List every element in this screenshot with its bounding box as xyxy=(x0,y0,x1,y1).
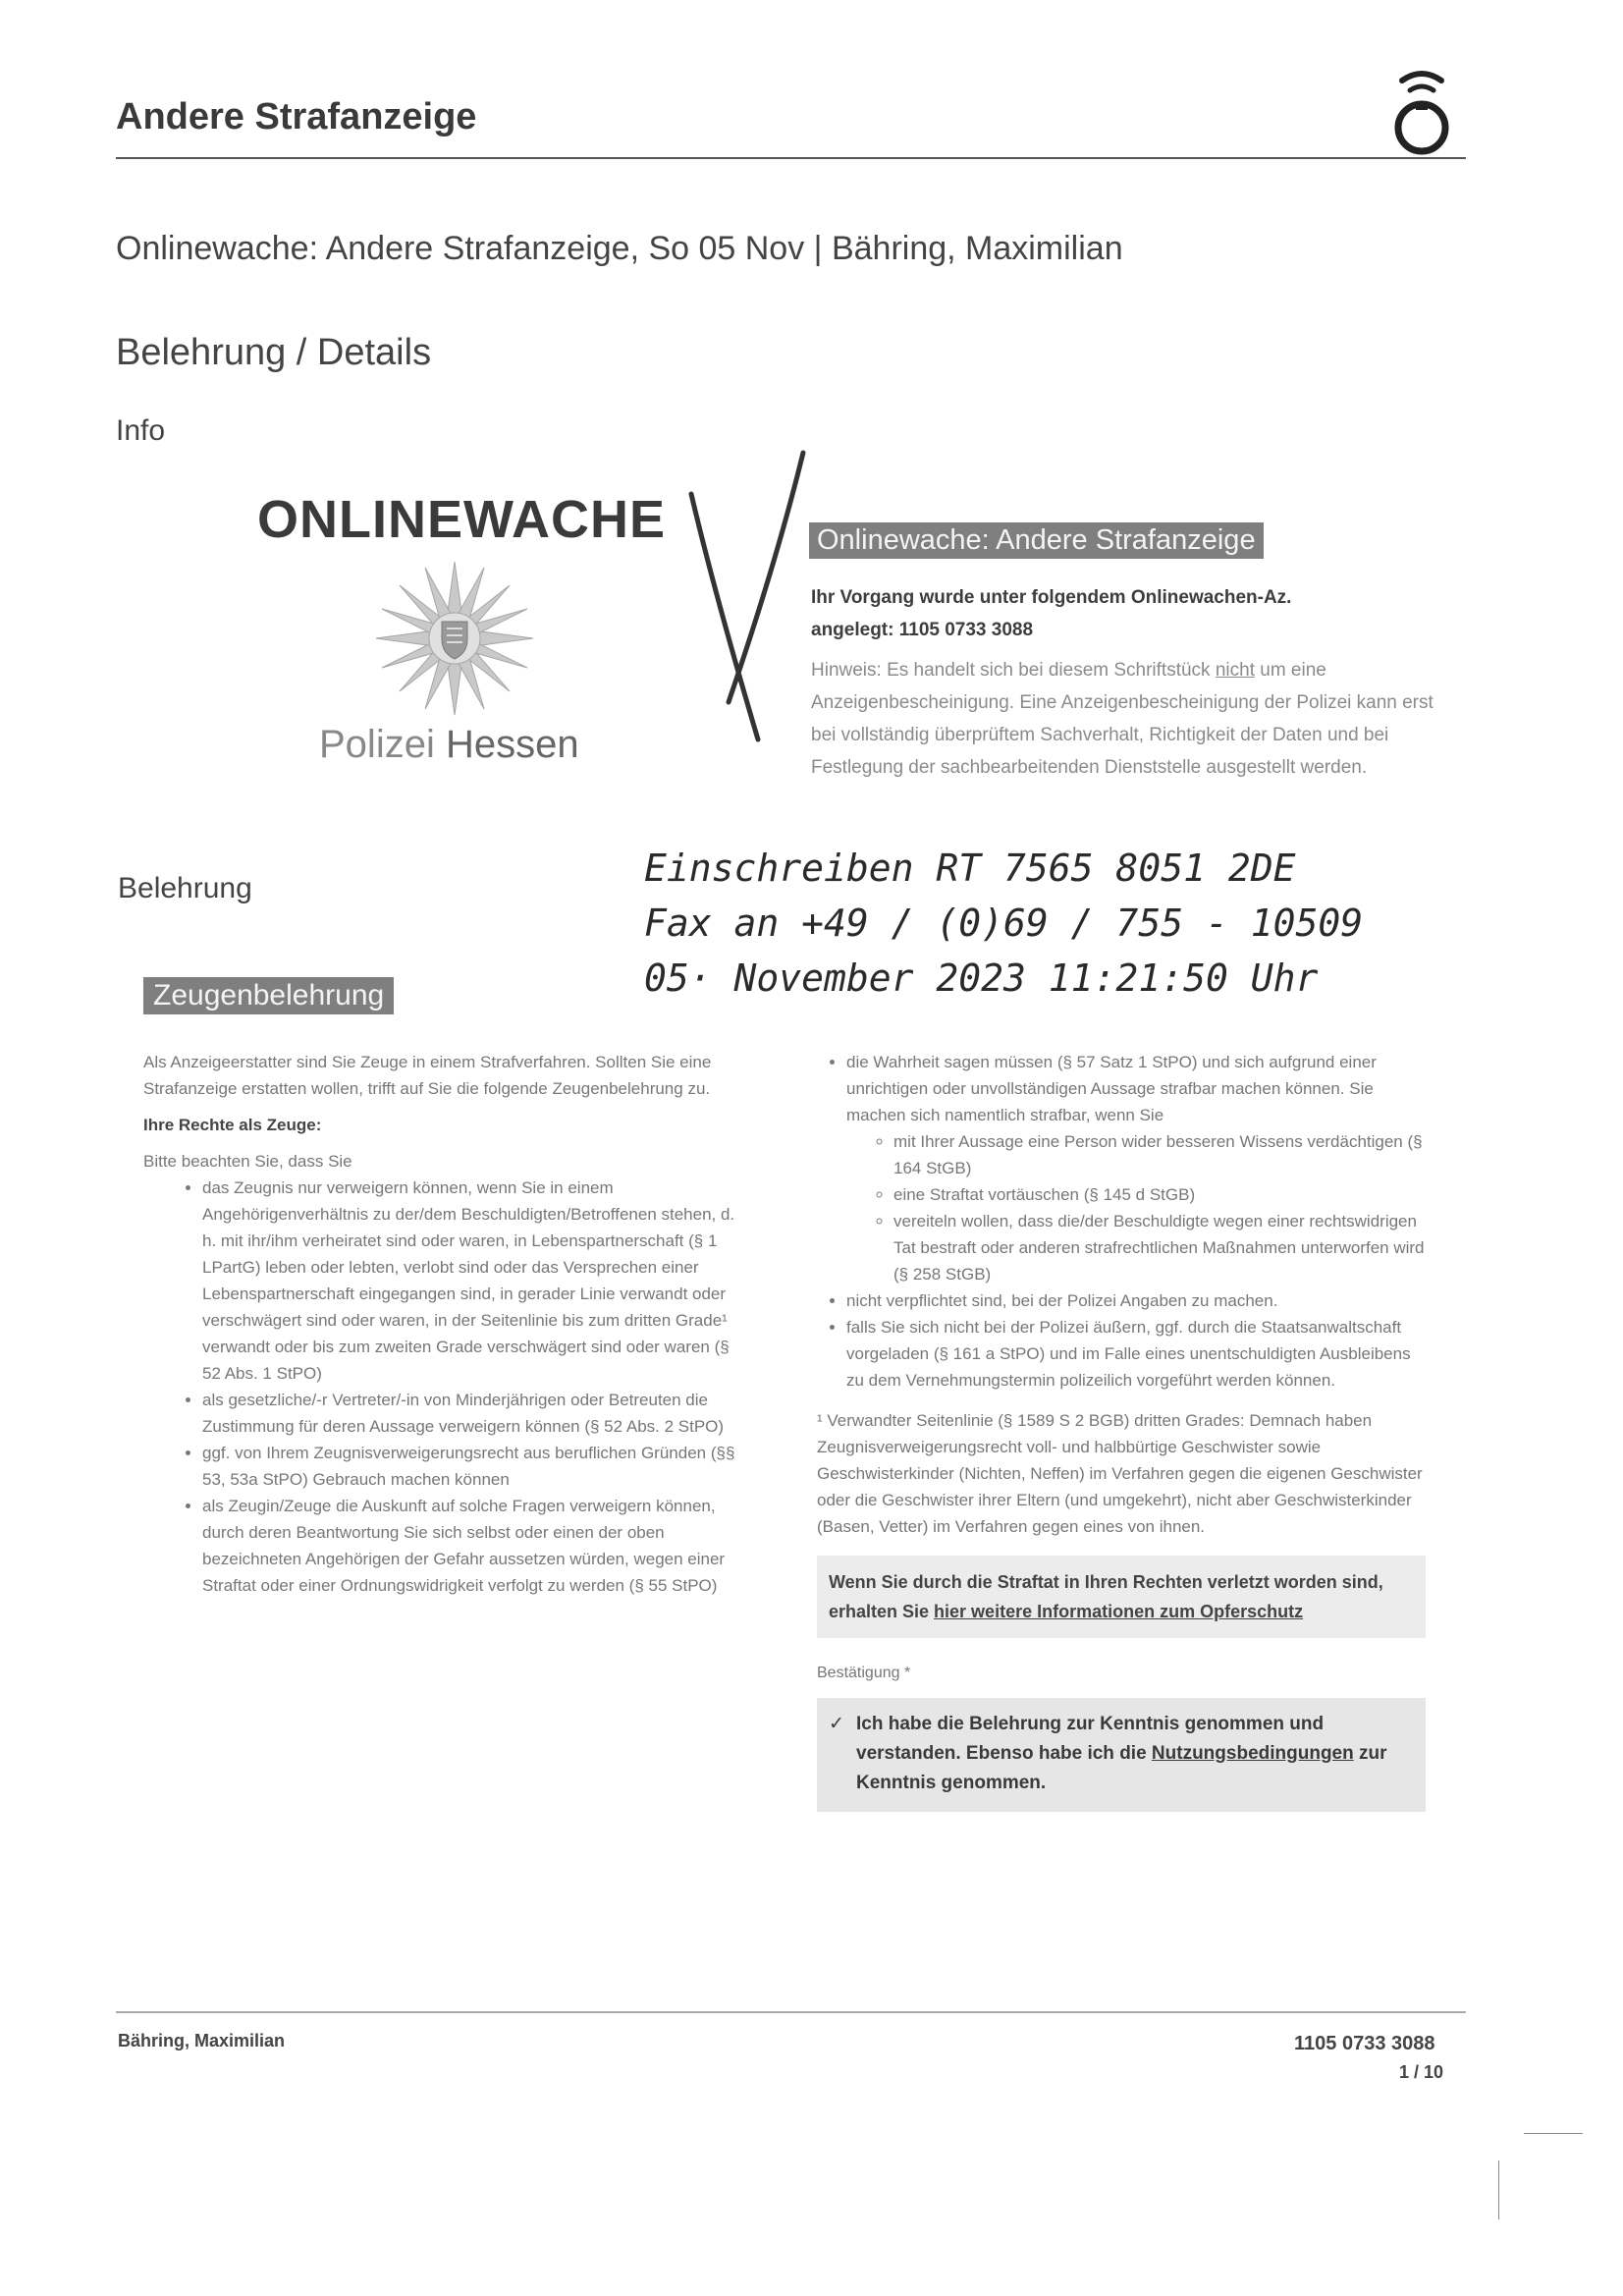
duties-list xyxy=(817,1049,1426,1394)
section-title: Belehrung / Details xyxy=(116,332,432,373)
intro-text: Als Anzeigeerstatter sind Sie Zeuge in einem Strafverfahren. Sollten Sie eine Strafanzeige erstatten wollen, trifft auf Sie die folgende Zeugenbelehrung zu. xyxy=(143,1053,712,1098)
rights-list xyxy=(143,1175,752,1599)
info-hint: Hinweis: Es handelt sich bei diesem Schriftstück nicht um eine Anzeigenbescheinigung. Eine Anzeigenbescheinigung der Polizei kann erst bei vollständig überprüftem Sachverhalt, Richtigkeit der Daten und bei Festlegung der sachbearbeitenden Dienststelle ausgestellt werden. xyxy=(811,660,1434,778)
list-item: • die Wahrheit sagen müssen (§ 57 Satz 1 StPO) und sich aufgrund einer unrichtigen oder unvollständigen Aussage strafbar machen können. Sie machen sich namentlich strafbar, wenn Sie ◦ mit Ihrer Aussage eine Person wider besseren Wissens verdächtigen (§ 164 StGB) ◦ eine Straftat vortäuschen (§ 145 d StGB) ◦ vereiteln wollen, dass die/der Beschuldigte wegen einer rechtswidrigen Tat bestraft oder anderen strafrechtlichen Maßnahmen unterworfen wird (§ 258 StGB) xyxy=(846,1049,1426,1287)
footnote: ¹ Verwandter Seitenlinie (§ 1589 S 2 BGB) dritten Grades: Demnach haben Zeugnisverweigerungsrecht voll- und halbbürtige Geschwister sowie Geschwisterkinder (Nichten, Neffen) im Verfahren gegen die eigenen Geschwister oder die Geschwister ihrer Eltern (und umgekehrt), nicht aber Geschwisterkinder (Basen, Vetter) im Verfahren gegen eines von ihnen. xyxy=(817,1411,1423,1536)
left-column xyxy=(143,1049,752,1599)
case-number-line2: angelegt: 1105 0733 3088 xyxy=(811,620,1034,640)
info-label: Info xyxy=(116,414,166,447)
handwritten-line-registered-mail: Einschreiben RT 7565 8051 2DE xyxy=(644,847,1296,890)
list-item: • als Zeugin/Zeuge die Auskunft auf solche Fragen verweigern können, durch deren Beantwortung Sie sich selbst oder einen der oben bezeichneten Angehörigen der Gefahr aussetzen würden, wegen einer Straftat oder einer Ordnungswidrigkeit verfolgt zu werden (§ 55 StPO) xyxy=(202,1493,752,1599)
police-star-logo-icon xyxy=(1382,59,1461,157)
list-item: ◦ mit Ihrer Aussage eine Person wider besseren Wissens verdächtigen (§ 164 StGB) xyxy=(893,1128,1426,1181)
list-item: • falls Sie sich nicht bei der Polizei äußern, ggf. durch die Staatsanwaltschaft vorgeladen (§ 161 a StPO) und im Falle eines unentschuldigten Ausbleibens zu dem Vernehmungstermin polizeilich vorgeführt werden können. xyxy=(846,1314,1426,1394)
list-item: ◦ vereiteln wollen, dass die/der Beschuldigte wegen einer rechtswidrigen Tat bestraft oder anderen strafrechtlichen Maßnahmen unterworfen wird (§ 258 StGB) xyxy=(893,1208,1426,1287)
victim-protection-box: Wenn Sie durch die Straftat in Ihren Rechten verletzt worden sind, erhalten Sie hier weitere Informationen zum Opferschutz xyxy=(817,1556,1426,1638)
page-number: 1 / 10 xyxy=(1399,2062,1444,2082)
polizei-hessen-wordmark xyxy=(319,723,579,767)
list-item: ◦ eine Straftat vortäuschen (§ 145 d StGB) xyxy=(893,1181,1426,1208)
footer-name: Bähring, Maximilian xyxy=(118,2031,286,2050)
confirmation-label: Bestätigung * xyxy=(817,1665,911,1681)
list-item: • als gesetzliche/-r Vertreter/-in von Minderjährigen oder Betreuten die Zustimmung für deren Aussage verweigern können (§ 52 Abs. 2 StPO) xyxy=(202,1387,752,1440)
brand-sub-hessen: Hessen xyxy=(445,723,579,766)
rights-note: Bitte beachten Sie, dass Sie xyxy=(143,1152,352,1171)
terms-link[interactable]: Nutzungsbedingungen xyxy=(1151,1743,1354,1764)
confirmation-checkbox[interactable]: ✓ Ich habe die Belehrung zur Kenntnis genommen und verstanden. Ebenso habe ich die Nutzungsbedingungen zur Kenntnis genommen. xyxy=(817,1698,1426,1812)
handwritten-line-date: 05· November 2023 11:21:50 Uhr xyxy=(644,957,1319,1000)
page-header-title: Andere Strafanzeige xyxy=(116,96,477,137)
scan-artifact-line xyxy=(1524,2133,1583,2134)
info-panel-body xyxy=(811,581,1459,784)
right-column xyxy=(817,1049,1426,1812)
list-item: • das Zeugnis nur verweigern können, wenn Sie in einem Angehörigenverhältnis zu der/dem Beschuldigten/Betroffenen stehen, d. h. mit ihr/ihm verheiratet sind oder waren, in Lebenspartnerschaft (§ 1 LPartG) leben oder lebten, verlobt sind oder das Versprechen einer Lebenspartnerschaft eingegangen sind, in gerader Linie verwandt oder verschwägert sind oder waren, in der Seitenlinie bis zum dritten Grade¹ verwandt oder bis zum zweiten Grade verschwägert sind oder waren (§ 52 Abs. 1 StPO) xyxy=(202,1175,752,1387)
handwritten-annotation xyxy=(644,841,1363,1006)
rights-title: Ihre Rechte als Zeuge: xyxy=(143,1116,322,1134)
zeugenbelehrung-heading: Zeugenbelehrung xyxy=(143,977,394,1014)
onlinewache-wordmark: ONLINEWACHE xyxy=(257,490,666,549)
belehrung-label: Belehrung xyxy=(118,872,252,904)
header-divider xyxy=(116,157,1466,159)
footer-divider xyxy=(116,2011,1466,2013)
list-item: • ggf. von Ihrem Zeugnisverweigerungsrecht aus beruflichen Gründen (§§ 53, 53a StPO) Gebrauch machen können xyxy=(202,1440,752,1493)
sub-list xyxy=(846,1128,1426,1287)
police-star-icon xyxy=(371,560,538,717)
brand-sub-polizei: Polizei xyxy=(319,723,435,766)
info-panel-heading: Onlinewache: Andere Strafanzeige xyxy=(809,522,1264,559)
footer-case-number: 1105 0733 3088 xyxy=(1294,2033,1435,2054)
scan-artifact-line xyxy=(1498,2160,1499,2219)
handwritten-line-fax: Fax an +49 / (0)69 / 755 - 10509 xyxy=(644,902,1364,945)
list-item: • nicht verpflichtet sind, bei der Polizei Angaben zu machen. xyxy=(846,1287,1426,1314)
victim-protection-link[interactable]: hier weitere Informationen zum Opferschutz xyxy=(934,1602,1304,1621)
case-number-line1: Ihr Vorgang wurde unter folgendem Onlinewachen-Az. xyxy=(811,587,1292,608)
checkmark-icon: ✓ xyxy=(829,1714,844,1734)
case-subtitle: Onlinewache: Andere Strafanzeige, So 05 Nov | Bähring, Maximilian xyxy=(116,230,1123,267)
